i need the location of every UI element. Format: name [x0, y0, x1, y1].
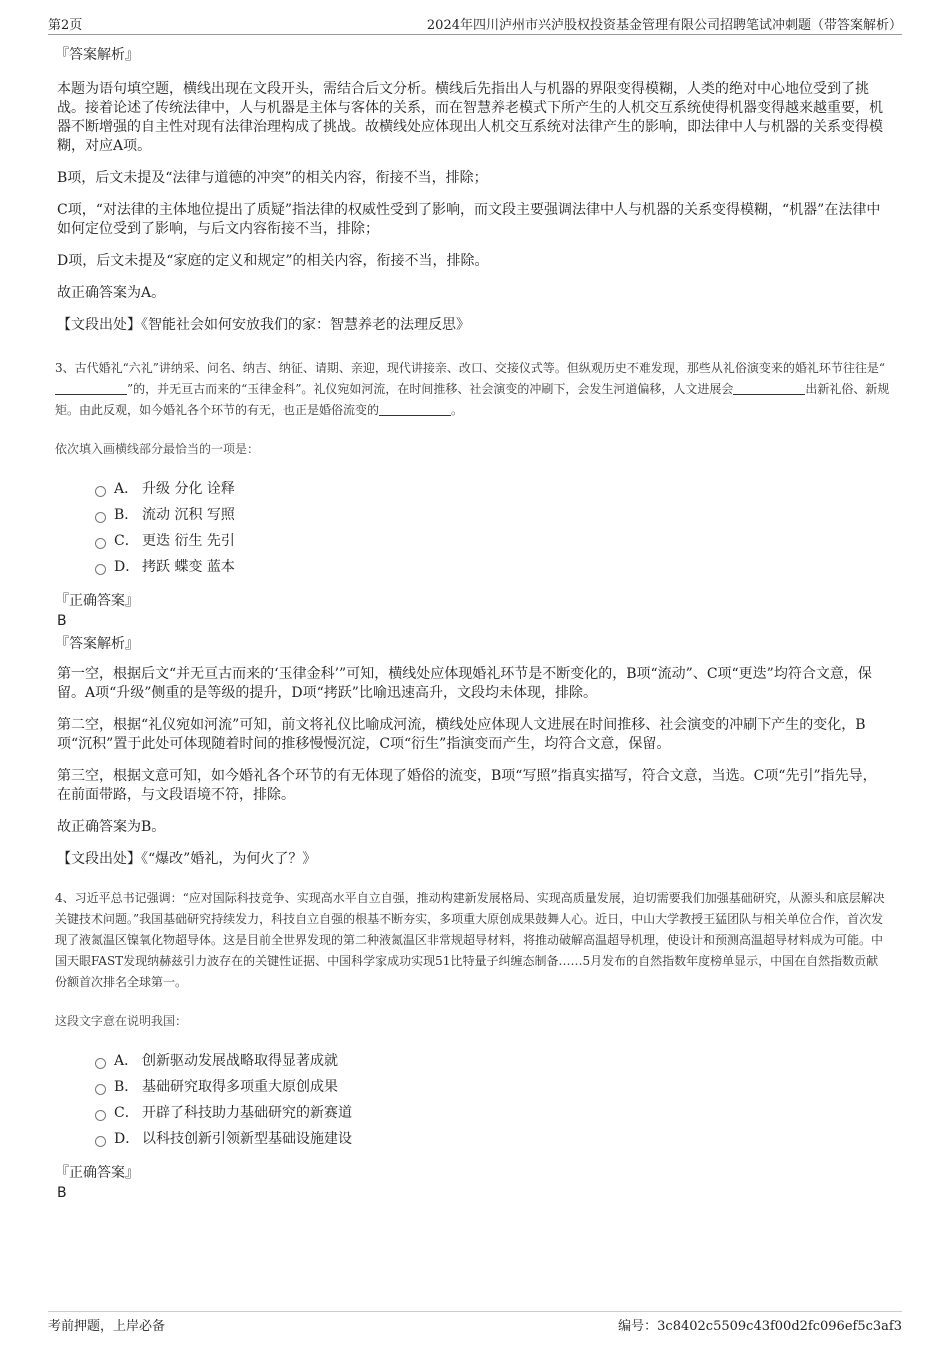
- question-prompt: 依次填入画横线部分最恰当的一项是：: [55, 442, 260, 456]
- analysis-paragraph: 第一空，根据后文“并无亘古而来的‘玉律金科’”可知，横线处应体现婚礼环节是不断变化的，B项“流动”、C项“更迭”均符合文意，保留。A项“升级”侧重的是等级的提升，D项“拷跃”比喻迅速高升，文段均未体现，排除。: [57, 666, 872, 701]
- fill-blank: [733, 382, 805, 395]
- document-title: 2024年四川泸州市兴泸股权投资基金管理有限公司招聘笔试冲刺题（带答案解析）: [426, 18, 902, 33]
- fill-blank: [55, 382, 127, 395]
- question-prompt: 这段文字意在说明我国：: [55, 1014, 188, 1028]
- page-content: [55, 44, 890, 1205]
- source-citation: 【文段出处】《智能社会如何安放我们的家：智慧养老的法理反思》: [57, 317, 470, 333]
- option-list: [95, 476, 890, 580]
- analysis-paragraph: C项，“对法律的主体地位提出了质疑”指法律的权威性受到了影响，而文段主要强调法律中人与机器的关系变得模糊，“机器”在法律中如何定位受到了影响，与后文内容衔接不当，排除；: [57, 202, 881, 237]
- analysis-paragraph: 故正确答案为A。: [57, 285, 166, 301]
- analysis-label: 『答案解析』: [55, 636, 139, 652]
- analysis-paragraph: 第二空，根据“礼仪宛如河流”可知，前文将礼仪比喻成河流，横线处应体现人文进展在时间推移、社会演变的冲刷下产生的变化，B项“沉积”置于此处可体现随着时间的推移慢慢沉淀，C项“衍生”指演变而产生，均符合文意，保留。: [57, 717, 866, 752]
- analysis-label: 『答案解析』: [55, 47, 139, 63]
- correct-answer-label: 『正确答案』: [55, 1165, 139, 1181]
- radio-icon[interactable]: [95, 1058, 106, 1069]
- analysis-paragraph: 故正确答案为B。: [57, 819, 166, 835]
- option-d[interactable]: D． 拷跃 蝶变 蓝本: [95, 554, 890, 580]
- analysis-paragraph: B项，后文未提及“法律与道德的冲突”的相关内容，衔接不当，排除；: [57, 170, 488, 186]
- radio-icon[interactable]: [95, 1110, 106, 1121]
- analysis-paragraph: D项，后文未提及“家庭的定义和规定”的相关内容，衔接不当，排除。: [57, 253, 489, 269]
- radio-icon[interactable]: [95, 1084, 106, 1095]
- source-citation: 【文段出处】《“爆改”婚礼，为何火了？》: [57, 851, 317, 867]
- option-c[interactable]: C． 更迭 衍生 先引: [95, 528, 890, 554]
- page-header: [48, 14, 902, 35]
- analysis-paragraph: 第三空，根据文意可知，如今婚礼各个环节的有无体现了婚俗的流变，B项“写照”指真实描写，符合文意，当选。C项“先引”指先导，在前面带路，与文段语境不符，排除。: [57, 768, 877, 803]
- correct-answer-value: B: [57, 613, 67, 629]
- question-stem: 4、习近平总书记强调：“应对国际科技竞争、实现高水平自立自强，推动构建新发展格局、实现高质量发展，迫切需要我们加强基础研究，从源头和底层解决关键技术问题。”我国基础研究持续发力，科技自立自强的根基不断夯实，多项重大原创成果鼓舞人心。近日，中山大学教授王猛团队与相关单位合作，首次发现了液氮温区镍氧化物超导体。这是目前全世界发现的第二种液氮温区非常规超导材料，将推动破解高温超导机理，使设计和预测高温超导材料成为可能。中国天眼FAST发现纳赫兹引力波存在的关键性证据、中国科学家成功实现51比特量子纠缠态制备……5月发布的自然指数年度榜单显示，中国在自然指数贡献份额首次排名全球第一。: [55, 891, 885, 989]
- page-number: 第2页: [48, 18, 83, 33]
- document-id: 编号：3c8402c5509c43f00d2fc096ef5c3af3: [618, 1319, 902, 1334]
- question-stem: 3、古代婚礼“六礼”讲纳采、问名、纳吉、纳征、请期、亲迎，现代讲接亲、改口、交接仪式等。但纵观历史不难发现，那些从礼俗演变来的婚礼环节往往是“”的，并无亘古而来的“玉律金科”。礼仪宛如河流，在时间推移、社会演变的冲刷下，会发生河道偏移，人文进展会 出新礼俗、新规矩。由此反观，如今婚礼各个环节的有无，也正是婚俗流变的 。: [55, 361, 890, 417]
- option-b[interactable]: B． 基础研究取得多项重大原创成果: [95, 1074, 890, 1100]
- radio-icon[interactable]: [95, 512, 106, 523]
- option-d[interactable]: D． 以科技创新引领新型基础设施建设: [95, 1126, 890, 1152]
- radio-icon[interactable]: [95, 486, 106, 497]
- radio-icon[interactable]: [95, 564, 106, 575]
- option-b[interactable]: B． 流动 沉积 写照: [95, 502, 890, 528]
- correct-answer-label: 『正确答案』: [55, 593, 139, 609]
- option-a[interactable]: A． 创新驱动发展战略取得显著成就: [95, 1048, 890, 1074]
- analysis-paragraph: 本题为语句填空题，横线出现在文段开头，需结合后文分析。横线后先指出人与机器的界限变得模糊，人类的绝对中心地位受到了挑战。接着论述了传统法律中，人与机器是主体与客体的关系，而在智慧养老模式下所产生的人机交互系统使得机器变得越来越重要，机器不断增强的自主性对现有法律治理构成了挑战。故横线处应体现出人机交互系统对法律产生的影响，即法律中人与机器的关系变得模糊，对应A项。: [57, 81, 883, 154]
- fill-blank: [379, 403, 451, 416]
- radio-icon[interactable]: [95, 1136, 106, 1147]
- radio-icon[interactable]: [95, 538, 106, 549]
- footer-slogan: 考前押题，上岸必备: [48, 1319, 166, 1334]
- option-list: [95, 1048, 890, 1152]
- correct-answer-value: B: [57, 1185, 67, 1201]
- option-a[interactable]: A． 升级 分化 诠释: [95, 476, 890, 502]
- option-c[interactable]: C． 开辟了科技助力基础研究的新赛道: [95, 1100, 890, 1126]
- page-footer: [48, 1311, 902, 1339]
